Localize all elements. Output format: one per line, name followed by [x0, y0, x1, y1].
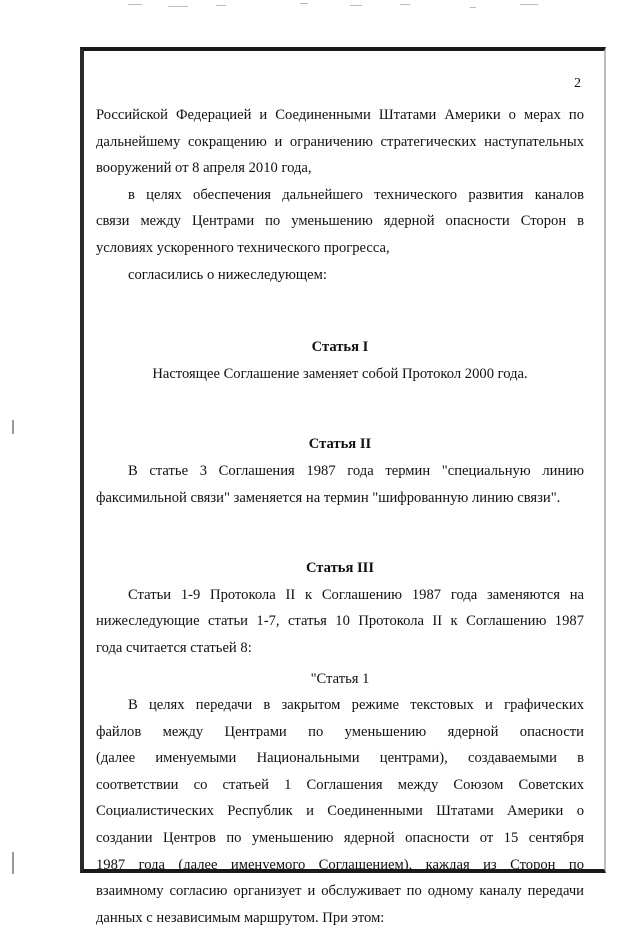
- text-line: вооружений от 8 апреля 2010 года,: [96, 160, 312, 177]
- text-line: в целях обеспечения дальнейшего технического развития каналов: [128, 186, 584, 203]
- scan-noise: [0, 0, 640, 30]
- scan-mark: [12, 420, 14, 434]
- text-line: 1987 года (далее именуемого Соглашением), каждая из Сторон по: [96, 856, 584, 873]
- text-line: данных с независимым маршрутом. При этом:: [96, 909, 385, 926]
- article-3-heading: Статья III: [305, 560, 375, 577]
- text-line: файлов между Центрами по уменьшению ядерной опасности: [96, 723, 584, 740]
- text-line: взаимному согласию организует и обслуживает по одному каналу передачи: [96, 883, 584, 900]
- text-line: создании Центров по уменьшению ядерной опасности от 15 сентября: [96, 830, 584, 847]
- article-1-heading: Статья I: [311, 339, 369, 356]
- text-line: Социалистических Республик и Соединенными Штатами Америки о: [96, 803, 584, 820]
- scan-mark: [12, 852, 14, 874]
- text-line: связи между Центрами по уменьшению ядерной опасности Сторон в: [96, 213, 584, 230]
- text-line: В целях передачи в закрытом режиме текстовых и графических: [128, 697, 584, 714]
- document-body: [96, 102, 584, 931]
- article-1-text: Настоящее Соглашение заменяет собой Протокол 2000 года.: [152, 365, 528, 382]
- text-line: дальнейшему сокращению и ограничению стратегических наступательных: [96, 133, 584, 150]
- text-line: Российской Федерацией и Соединенными Штатами Америки о мерах по: [96, 107, 584, 123]
- page-number: 2: [574, 76, 581, 91]
- article-2-heading: Статья II: [308, 436, 372, 453]
- text-line: соответствии со статьей 1 Соглашения между Союзом Советских: [96, 776, 584, 793]
- text-line: согласились о нижеследующем:: [128, 266, 327, 283]
- text-line: Статьи 1-9 Протокола II к Соглашению 1987 года заменяются на: [128, 586, 584, 603]
- text-line: условиях ускоренного технического прогресса,: [96, 239, 390, 256]
- text-line: года считается статьей 8:: [96, 639, 252, 656]
- quoted-article-heading: "Статья 1: [310, 670, 370, 687]
- text-line: факсимильной связи" заменяется на термин "шифрованную линию связи".: [96, 489, 561, 506]
- text-line: нижеследующие статьи 1-7, статья 10 Протокола II к Соглашению 1987: [96, 613, 584, 630]
- text-line: (далее именуемыми Национальными центрами), создаваемыми в: [96, 750, 584, 767]
- text-line: В статье 3 Соглашения 1987 года термин "специальную линию: [128, 462, 584, 479]
